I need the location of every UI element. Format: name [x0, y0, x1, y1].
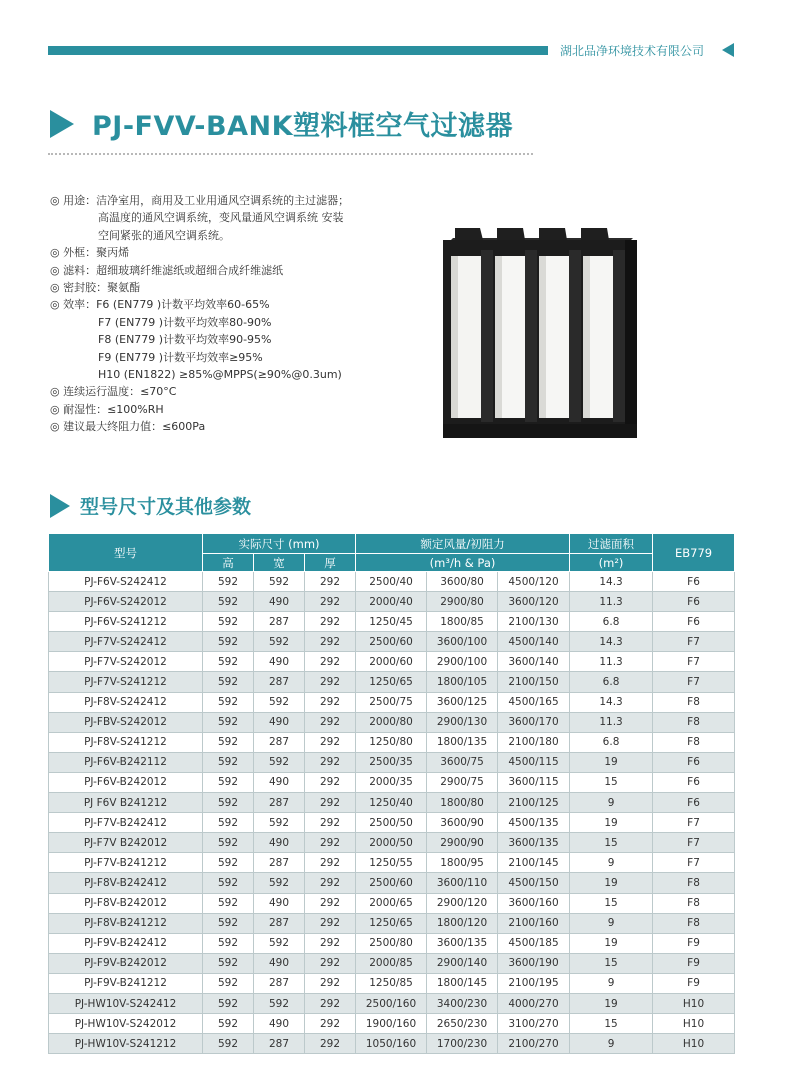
- cell-airflow-high: 3100/270: [498, 1014, 570, 1034]
- table-row: [49, 612, 735, 632]
- cell-depth: 292: [305, 712, 356, 732]
- cell-model: PJ-F8V-B242012: [49, 893, 203, 913]
- cell-depth: 292: [305, 793, 356, 813]
- cell-airflow-mid: 2900/90: [427, 833, 498, 853]
- cell-model: PJ F6V B241212: [49, 793, 203, 813]
- cell-filter-area: 9: [570, 913, 653, 933]
- cell-height: 592: [203, 652, 254, 672]
- cell-airflow-high: 4500/165: [498, 692, 570, 712]
- cell-airflow-mid: 3600/75: [427, 752, 498, 772]
- cell-depth: 292: [305, 772, 356, 792]
- cell-airflow-high: 2100/270: [498, 1034, 570, 1054]
- cell-model: PJ-F8V-B242412: [49, 873, 203, 893]
- cell-airflow-mid: 1800/95: [427, 853, 498, 873]
- cell-filter-area: 6.8: [570, 612, 653, 632]
- cell-width: 490: [254, 893, 305, 913]
- cell-grade: F8: [653, 732, 735, 752]
- cell-filter-area: 19: [570, 933, 653, 953]
- cell-depth: 292: [305, 612, 356, 632]
- cell-depth: 292: [305, 752, 356, 772]
- page-title: PJ-FVV-BANK塑料框空气过滤器: [92, 111, 514, 142]
- cell-airflow-mid: 1800/145: [427, 973, 498, 993]
- table-row: [49, 813, 735, 833]
- col-header-grade: EB779: [653, 534, 735, 572]
- cell-filter-area: 11.3: [570, 592, 653, 612]
- cell-depth: 292: [305, 652, 356, 672]
- spec-line: ◎ 耐湿性：≤100%RH: [50, 402, 164, 416]
- cell-grade: F6: [653, 752, 735, 772]
- cell-grade: F7: [653, 833, 735, 853]
- cell-width: 592: [254, 813, 305, 833]
- cell-airflow-low: 2500/75: [356, 692, 427, 712]
- cell-airflow-low: 2500/35: [356, 752, 427, 772]
- cell-grade: F7: [653, 632, 735, 652]
- col-header-depth: 厚: [305, 554, 356, 572]
- cell-depth: 292: [305, 813, 356, 833]
- col-header-model: 型号: [49, 534, 203, 572]
- parameter-table: [48, 533, 735, 1054]
- cell-grade: H10: [653, 1034, 735, 1054]
- cell-model: PJ-F7V-S241212: [49, 672, 203, 692]
- cell-airflow-high: 4500/135: [498, 813, 570, 833]
- cell-depth: 292: [305, 572, 356, 592]
- cell-depth: 292: [305, 592, 356, 612]
- cell-grade: F9: [653, 973, 735, 993]
- cell-airflow-low: 1250/65: [356, 672, 427, 692]
- cell-filter-area: 15: [570, 1014, 653, 1034]
- cell-width: 287: [254, 913, 305, 933]
- cell-filter-area: 14.3: [570, 692, 653, 712]
- cell-depth: 292: [305, 632, 356, 652]
- cell-filter-area: 9: [570, 853, 653, 873]
- table-row: [49, 833, 735, 853]
- cell-airflow-low: 2500/60: [356, 632, 427, 652]
- cell-model: PJ-F8V-B241212: [49, 913, 203, 933]
- cell-airflow-mid: 1800/135: [427, 732, 498, 752]
- table-row: [49, 993, 735, 1013]
- cell-airflow-mid: 3400/230: [427, 993, 498, 1013]
- cell-height: 592: [203, 712, 254, 732]
- cell-height: 592: [203, 933, 254, 953]
- cell-grade: F6: [653, 793, 735, 813]
- cell-model: PJ-F6V-B242112: [49, 752, 203, 772]
- cell-model: PJ-F6V-B242012: [49, 772, 203, 792]
- table-row: [49, 893, 735, 913]
- cell-width: 592: [254, 993, 305, 1013]
- cell-grade: F8: [653, 913, 735, 933]
- cell-model: PJ-F8V-S242412: [49, 692, 203, 712]
- cell-height: 592: [203, 572, 254, 592]
- table-row: [49, 572, 735, 592]
- cell-grade: F8: [653, 873, 735, 893]
- cell-height: 592: [203, 793, 254, 813]
- cell-airflow-mid: 1800/85: [427, 612, 498, 632]
- cell-depth: 292: [305, 933, 356, 953]
- cell-width: 287: [254, 1034, 305, 1054]
- cell-airflow-high: 3600/135: [498, 833, 570, 853]
- table-row: [49, 793, 735, 813]
- cell-depth: 292: [305, 672, 356, 692]
- spec-list: [50, 192, 395, 435]
- cell-width: 287: [254, 793, 305, 813]
- spec-line: ◎ 外框：聚丙烯: [50, 246, 130, 260]
- cell-airflow-mid: 2900/130: [427, 712, 498, 732]
- cell-model: PJ-FBV-S242012: [49, 712, 203, 732]
- cell-airflow-high: 2100/125: [498, 793, 570, 813]
- cell-depth: 292: [305, 993, 356, 1013]
- cell-airflow-high: 4000/270: [498, 993, 570, 1013]
- table-row: [49, 672, 735, 692]
- cell-width: 490: [254, 833, 305, 853]
- table-row: [49, 652, 735, 672]
- cell-airflow-low: 2000/85: [356, 953, 427, 973]
- title-arrow-icon: [50, 110, 74, 138]
- cell-depth: 292: [305, 833, 356, 853]
- cell-depth: 292: [305, 913, 356, 933]
- dotted-divider: [48, 153, 533, 155]
- cell-airflow-high: 2100/145: [498, 853, 570, 873]
- cell-airflow-mid: 3600/135: [427, 933, 498, 953]
- cell-height: 592: [203, 973, 254, 993]
- table-row: [49, 913, 735, 933]
- cell-height: 592: [203, 632, 254, 652]
- col-header-airflow: 额定风量/初阻力: [356, 534, 570, 554]
- table-row: [49, 953, 735, 973]
- spec-line: ◎ 滤料：超细玻璃纤维滤纸或超细合成纤维滤纸: [50, 263, 284, 277]
- cell-width: 592: [254, 632, 305, 652]
- cell-depth: 292: [305, 1034, 356, 1054]
- spec-line: 空间紧张的通风空调系统。: [98, 228, 230, 242]
- spec-line: ◎ 连续运行温度：≤70°C: [50, 385, 177, 399]
- cell-model: PJ-HW10V-S242012: [49, 1014, 203, 1034]
- cell-filter-area: 9: [570, 1034, 653, 1054]
- cell-height: 592: [203, 772, 254, 792]
- spec-line: H10 (EN1822) ≥85%@MPPS(≥90%@0.3um): [98, 367, 342, 381]
- cell-airflow-high: 3600/115: [498, 772, 570, 792]
- col-header-area: 过滤面积: [570, 534, 653, 554]
- cell-airflow-high: 3600/140: [498, 652, 570, 672]
- cell-width: 592: [254, 572, 305, 592]
- cell-grade: F7: [653, 813, 735, 833]
- cell-filter-area: 6.8: [570, 672, 653, 692]
- cell-filter-area: 19: [570, 813, 653, 833]
- cell-airflow-mid: 1800/80: [427, 793, 498, 813]
- cell-airflow-low: 2000/35: [356, 772, 427, 792]
- cell-airflow-high: 3600/160: [498, 893, 570, 913]
- cell-airflow-low: 1250/40: [356, 793, 427, 813]
- cell-depth: 292: [305, 893, 356, 913]
- cell-airflow-mid: 3600/125: [427, 692, 498, 712]
- spec-line: F7 (EN779 )计数平均效率80-90%: [98, 315, 272, 329]
- cell-model: PJ-F7V B242012: [49, 833, 203, 853]
- cell-model: PJ-F7V-S242412: [49, 632, 203, 652]
- table-row: [49, 592, 735, 612]
- cell-grade: H10: [653, 993, 735, 1013]
- col-header-area-unit: (m²): [570, 554, 653, 572]
- cell-height: 592: [203, 833, 254, 853]
- cell-model: PJ-F9V-B241212: [49, 973, 203, 993]
- cell-airflow-high: 4500/120: [498, 572, 570, 592]
- cell-width: 490: [254, 772, 305, 792]
- cell-width: 490: [254, 1014, 305, 1034]
- cell-airflow-low: 1250/80: [356, 732, 427, 752]
- cell-airflow-low: 1900/160: [356, 1014, 427, 1034]
- cell-model: PJ-F7V-S242012: [49, 652, 203, 672]
- cell-filter-area: 19: [570, 752, 653, 772]
- cell-depth: 292: [305, 732, 356, 752]
- cell-model: PJ-F7V-B241212: [49, 853, 203, 873]
- cell-model: PJ-HW10V-S241212: [49, 1034, 203, 1054]
- cell-width: 287: [254, 612, 305, 632]
- cell-width: 287: [254, 853, 305, 873]
- cell-airflow-high: 4500/185: [498, 933, 570, 953]
- cell-model: PJ-F6V-S241212: [49, 612, 203, 632]
- cell-height: 592: [203, 873, 254, 893]
- cell-grade: F9: [653, 953, 735, 973]
- cell-filter-area: 19: [570, 873, 653, 893]
- cell-filter-area: 14.3: [570, 632, 653, 652]
- cell-airflow-high: 4500/115: [498, 752, 570, 772]
- col-header-width: 宽: [254, 554, 305, 572]
- cell-height: 592: [203, 993, 254, 1013]
- cell-height: 592: [203, 953, 254, 973]
- cell-depth: 292: [305, 973, 356, 993]
- cell-grade: F6: [653, 592, 735, 612]
- table-row: [49, 752, 735, 772]
- cell-airflow-high: 3600/120: [498, 592, 570, 612]
- cell-depth: 292: [305, 853, 356, 873]
- cell-height: 592: [203, 1014, 254, 1034]
- cell-depth: 292: [305, 873, 356, 893]
- cell-airflow-mid: 1700/230: [427, 1034, 498, 1054]
- cell-filter-area: 11.3: [570, 652, 653, 672]
- col-header-size: 实际尺寸 (mm): [203, 534, 356, 554]
- cell-width: 287: [254, 732, 305, 752]
- table-row: [49, 632, 735, 652]
- cell-model: PJ-F9V-B242012: [49, 953, 203, 973]
- col-header-airflow-unit: (m³/h & Pa): [356, 554, 570, 572]
- table-row: [49, 692, 735, 712]
- cell-width: 490: [254, 652, 305, 672]
- cell-airflow-low: 1250/65: [356, 913, 427, 933]
- cell-airflow-high: 2100/150: [498, 672, 570, 692]
- cell-airflow-low: 1250/85: [356, 973, 427, 993]
- cell-airflow-mid: 3600/100: [427, 632, 498, 652]
- cell-airflow-mid: 2900/140: [427, 953, 498, 973]
- company-name: 湖北品净环境技术有限公司: [560, 44, 705, 58]
- cell-grade: F9: [653, 933, 735, 953]
- cell-depth: 292: [305, 692, 356, 712]
- cell-grade: F7: [653, 672, 735, 692]
- cell-airflow-mid: 2900/120: [427, 893, 498, 913]
- spec-line: ◎ 密封胶：聚氨酯: [50, 280, 141, 294]
- col-header-height: 高: [203, 554, 254, 572]
- cell-airflow-low: 2000/40: [356, 592, 427, 612]
- cell-airflow-high: 2100/180: [498, 732, 570, 752]
- cell-height: 592: [203, 1034, 254, 1054]
- cell-airflow-mid: 2900/80: [427, 592, 498, 612]
- spec-line: ◎ 用途：洁净室用，商用及工业用通风空调系统的主过滤器；: [50, 194, 350, 207]
- left-arrow-icon: [722, 43, 734, 57]
- cell-depth: 292: [305, 1014, 356, 1034]
- cell-depth: 292: [305, 953, 356, 973]
- cell-grade: F6: [653, 612, 735, 632]
- spec-line: F8 (EN779 )计数平均效率90-95%: [98, 333, 272, 347]
- cell-airflow-mid: 3600/80: [427, 572, 498, 592]
- cell-filter-area: 6.8: [570, 732, 653, 752]
- cell-airflow-low: 2000/80: [356, 712, 427, 732]
- cell-airflow-mid: 3600/90: [427, 813, 498, 833]
- cell-filter-area: 15: [570, 833, 653, 853]
- cell-airflow-low: 2500/40: [356, 572, 427, 592]
- cell-airflow-low: 2500/80: [356, 933, 427, 953]
- cell-width: 490: [254, 592, 305, 612]
- cell-width: 592: [254, 873, 305, 893]
- spec-line: ◎ 建议最大终阻力值：≤600Pa: [50, 420, 206, 434]
- cell-airflow-high: 2100/160: [498, 913, 570, 933]
- cell-airflow-mid: 1800/105: [427, 672, 498, 692]
- cell-model: PJ-F6V-S242412: [49, 572, 203, 592]
- cell-model: PJ-F8V-S241212: [49, 732, 203, 752]
- cell-width: 490: [254, 953, 305, 973]
- cell-airflow-mid: 2900/75: [427, 772, 498, 792]
- cell-airflow-low: 2500/160: [356, 993, 427, 1013]
- cell-height: 592: [203, 732, 254, 752]
- cell-airflow-mid: 3600/110: [427, 873, 498, 893]
- section-arrow-icon: [50, 494, 70, 518]
- cell-airflow-mid: 2650/230: [427, 1014, 498, 1034]
- table-row: [49, 933, 735, 953]
- cell-model: PJ-F7V-B242412: [49, 813, 203, 833]
- cell-filter-area: 9: [570, 793, 653, 813]
- cell-height: 592: [203, 612, 254, 632]
- table-row: [49, 873, 735, 893]
- cell-airflow-mid: 2900/100: [427, 652, 498, 672]
- cell-width: 490: [254, 712, 305, 732]
- cell-grade: F6: [653, 772, 735, 792]
- cell-height: 592: [203, 893, 254, 913]
- cell-filter-area: 15: [570, 893, 653, 913]
- cell-airflow-low: 1250/45: [356, 612, 427, 632]
- cell-filter-area: 15: [570, 953, 653, 973]
- header-bar: [48, 46, 548, 55]
- section-title: 型号尺寸及其他参数: [80, 496, 252, 518]
- cell-airflow-high: 2100/130: [498, 612, 570, 632]
- cell-width: 592: [254, 752, 305, 772]
- table-row: [49, 973, 735, 993]
- table-row: [49, 1014, 735, 1034]
- cell-model: PJ-F6V-S242012: [49, 592, 203, 612]
- cell-model: PJ-F9V-B242412: [49, 933, 203, 953]
- cell-height: 592: [203, 672, 254, 692]
- cell-grade: H10: [653, 1014, 735, 1034]
- cell-filter-area: 14.3: [570, 572, 653, 592]
- cell-height: 592: [203, 692, 254, 712]
- cell-width: 592: [254, 692, 305, 712]
- cell-airflow-low: 2000/50: [356, 833, 427, 853]
- cell-height: 592: [203, 853, 254, 873]
- cell-height: 592: [203, 752, 254, 772]
- table-row: [49, 772, 735, 792]
- spec-line: ◎ 效率：F6 (EN779 )计数平均效率60-65%: [50, 298, 270, 312]
- table-row: [49, 712, 735, 732]
- table-row: [49, 732, 735, 752]
- filter-product-image: [425, 228, 640, 440]
- cell-airflow-high: 3600/170: [498, 712, 570, 732]
- cell-airflow-high: 4500/150: [498, 873, 570, 893]
- cell-airflow-high: 2100/195: [498, 973, 570, 993]
- cell-height: 592: [203, 813, 254, 833]
- cell-filter-area: 15: [570, 772, 653, 792]
- cell-filter-area: 9: [570, 973, 653, 993]
- cell-filter-area: 19: [570, 993, 653, 1013]
- cell-grade: F7: [653, 853, 735, 873]
- spec-line: F9 (EN779 )计数平均效率≥95%: [98, 350, 263, 364]
- cell-height: 592: [203, 592, 254, 612]
- cell-height: 592: [203, 913, 254, 933]
- cell-airflow-high: 3600/190: [498, 953, 570, 973]
- cell-airflow-low: 2000/65: [356, 893, 427, 913]
- cell-width: 287: [254, 973, 305, 993]
- cell-grade: F8: [653, 692, 735, 712]
- cell-grade: F8: [653, 893, 735, 913]
- cell-width: 592: [254, 933, 305, 953]
- cell-airflow-low: 1050/160: [356, 1034, 427, 1054]
- table-row: [49, 1034, 735, 1054]
- cell-airflow-low: 1250/55: [356, 853, 427, 873]
- cell-airflow-low: 2500/60: [356, 873, 427, 893]
- cell-width: 287: [254, 672, 305, 692]
- cell-airflow-low: 2500/50: [356, 813, 427, 833]
- cell-filter-area: 11.3: [570, 712, 653, 732]
- cell-airflow-high: 4500/140: [498, 632, 570, 652]
- cell-grade: F8: [653, 712, 735, 732]
- cell-grade: F7: [653, 652, 735, 672]
- spec-line: 高温度的通风空调系统，变风量通风空调系统 安装: [98, 211, 344, 225]
- cell-model: PJ-HW10V-S242412: [49, 993, 203, 1013]
- cell-airflow-mid: 1800/120: [427, 913, 498, 933]
- cell-airflow-low: 2000/60: [356, 652, 427, 672]
- table-row: [49, 853, 735, 873]
- cell-grade: F6: [653, 572, 735, 592]
